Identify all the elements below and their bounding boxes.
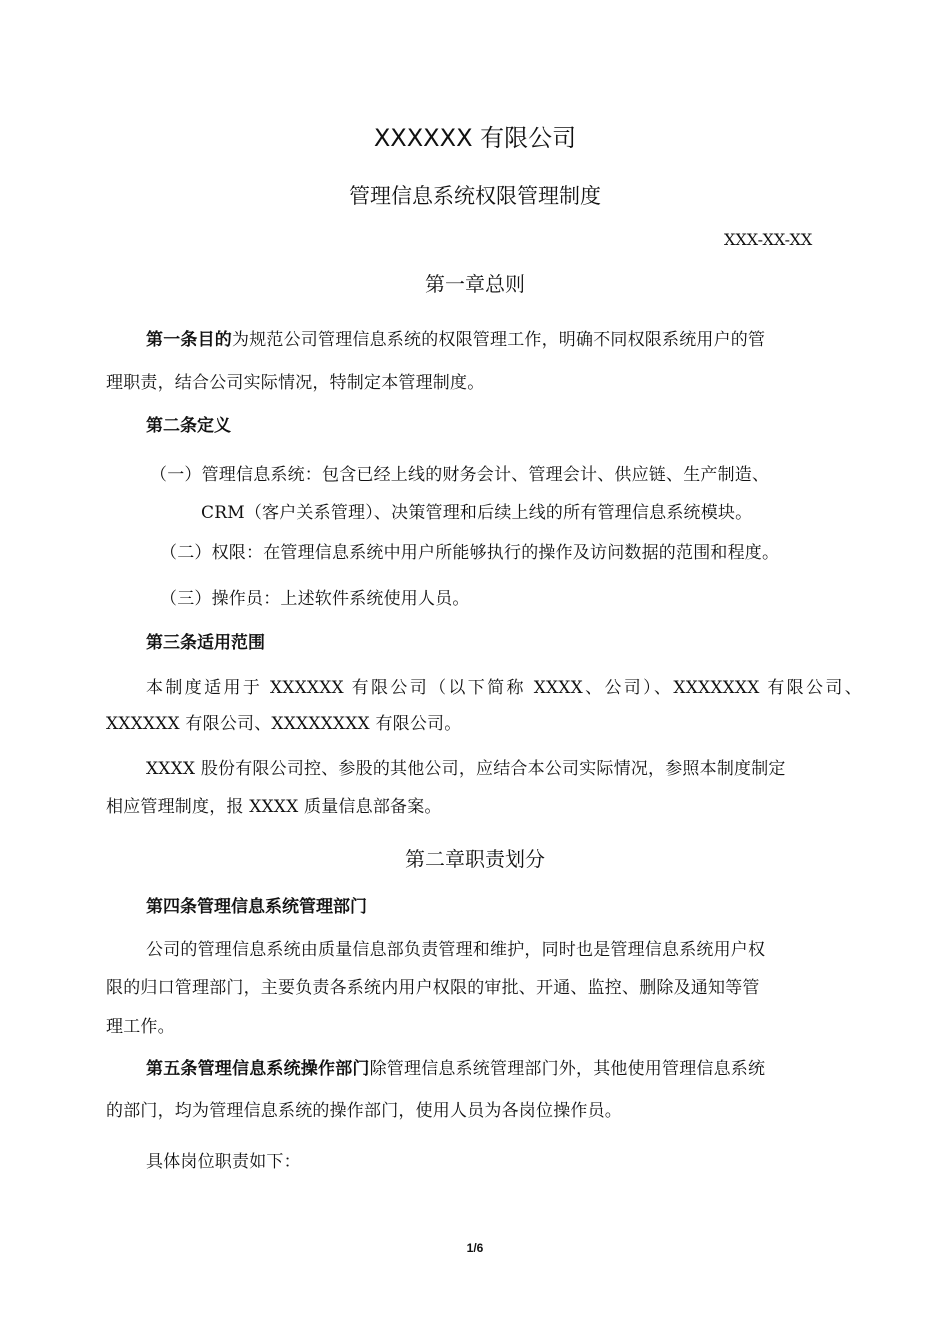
article-3-p1-line-2: XXXXXX 有限公司、XXXXXXXX 有限公司。 [106,714,462,734]
article-1-heading: 第一条目的 [146,330,232,350]
article-4-line-1: 公司的管理信息系统由质量信息部负责管理和维护，同时也是管理信息系统用户权 [146,940,766,960]
article-2-item-2: （二）权限：在管理信息系统中用户所能够执行的操作及访问数据的范围和程度。 [160,543,780,563]
article-3-heading: 第三条适用范围 [146,633,265,653]
article-2-item-1-line-1: （一）管理信息系统：包含已经上线的财务会计、管理会计、供应链、生产制造、 [150,465,770,485]
document-title: 管理信息系统权限管理制度 [349,184,601,208]
chapter-2-heading: 第二章职责划分 [405,847,545,871]
page-number: 1/6 [466,1241,484,1255]
article-2-item-3: （三）操作员：上述软件系统使用人员。 [160,589,470,609]
article-3-p2-line-2: 相应管理制度，报 XXXX 质量信息部备案。 [106,797,442,817]
article-5-heading: 第五条管理信息系统操作部门 [146,1059,370,1079]
article-2-item-1-line-2: CRM（客户关系管理）、决策管理和后续上线的所有管理信息系统模块。 [201,503,753,523]
article-4-line-2: 限的归口管理部门，主要负责各系统内用户权限的审批、开通、监控、删除及通知等管 [106,978,760,998]
duties-intro: 具体岗位职责如下： [146,1152,301,1172]
article-2-heading: 第二条定义 [146,416,231,436]
article-5-text: 除管理信息系统管理部门外，其他使用管理信息系统 [369,1059,766,1079]
chapter-1-heading: 第一章总则 [425,272,525,296]
article-1-line-2: 理职责，结合公司实际情况，特制定本管理制度。 [106,373,485,393]
article-3-p2-line-1: XXXX 股份有限公司控、参股的其他公司，应结合本公司实际情况，参照本制度制定 [146,759,786,779]
document-code: XXX-XX-XX [724,230,813,249]
company-name: XXXXXX 有限公司 [373,124,577,152]
article-4-heading: 第四条管理信息系统管理部门 [146,897,367,917]
article-4-line-3: 理工作。 [106,1017,175,1037]
article-1-text: 为规范公司管理信息系统的权限管理工作，明确不同权限系统用户的管 [232,330,766,350]
article-5-line-1 [146,1054,765,1079]
article-1-line-1 [146,325,765,350]
article-3-p1-line-1: 本制度适用于 XXXXXX 有限公司（以下简称 XXXX、公司）、XXXXXXX 有限公司、 [146,678,862,698]
article-5-line-2: 的部门，均为管理信息系统的操作部门，使用人员为各岗位操作员。 [106,1101,622,1121]
